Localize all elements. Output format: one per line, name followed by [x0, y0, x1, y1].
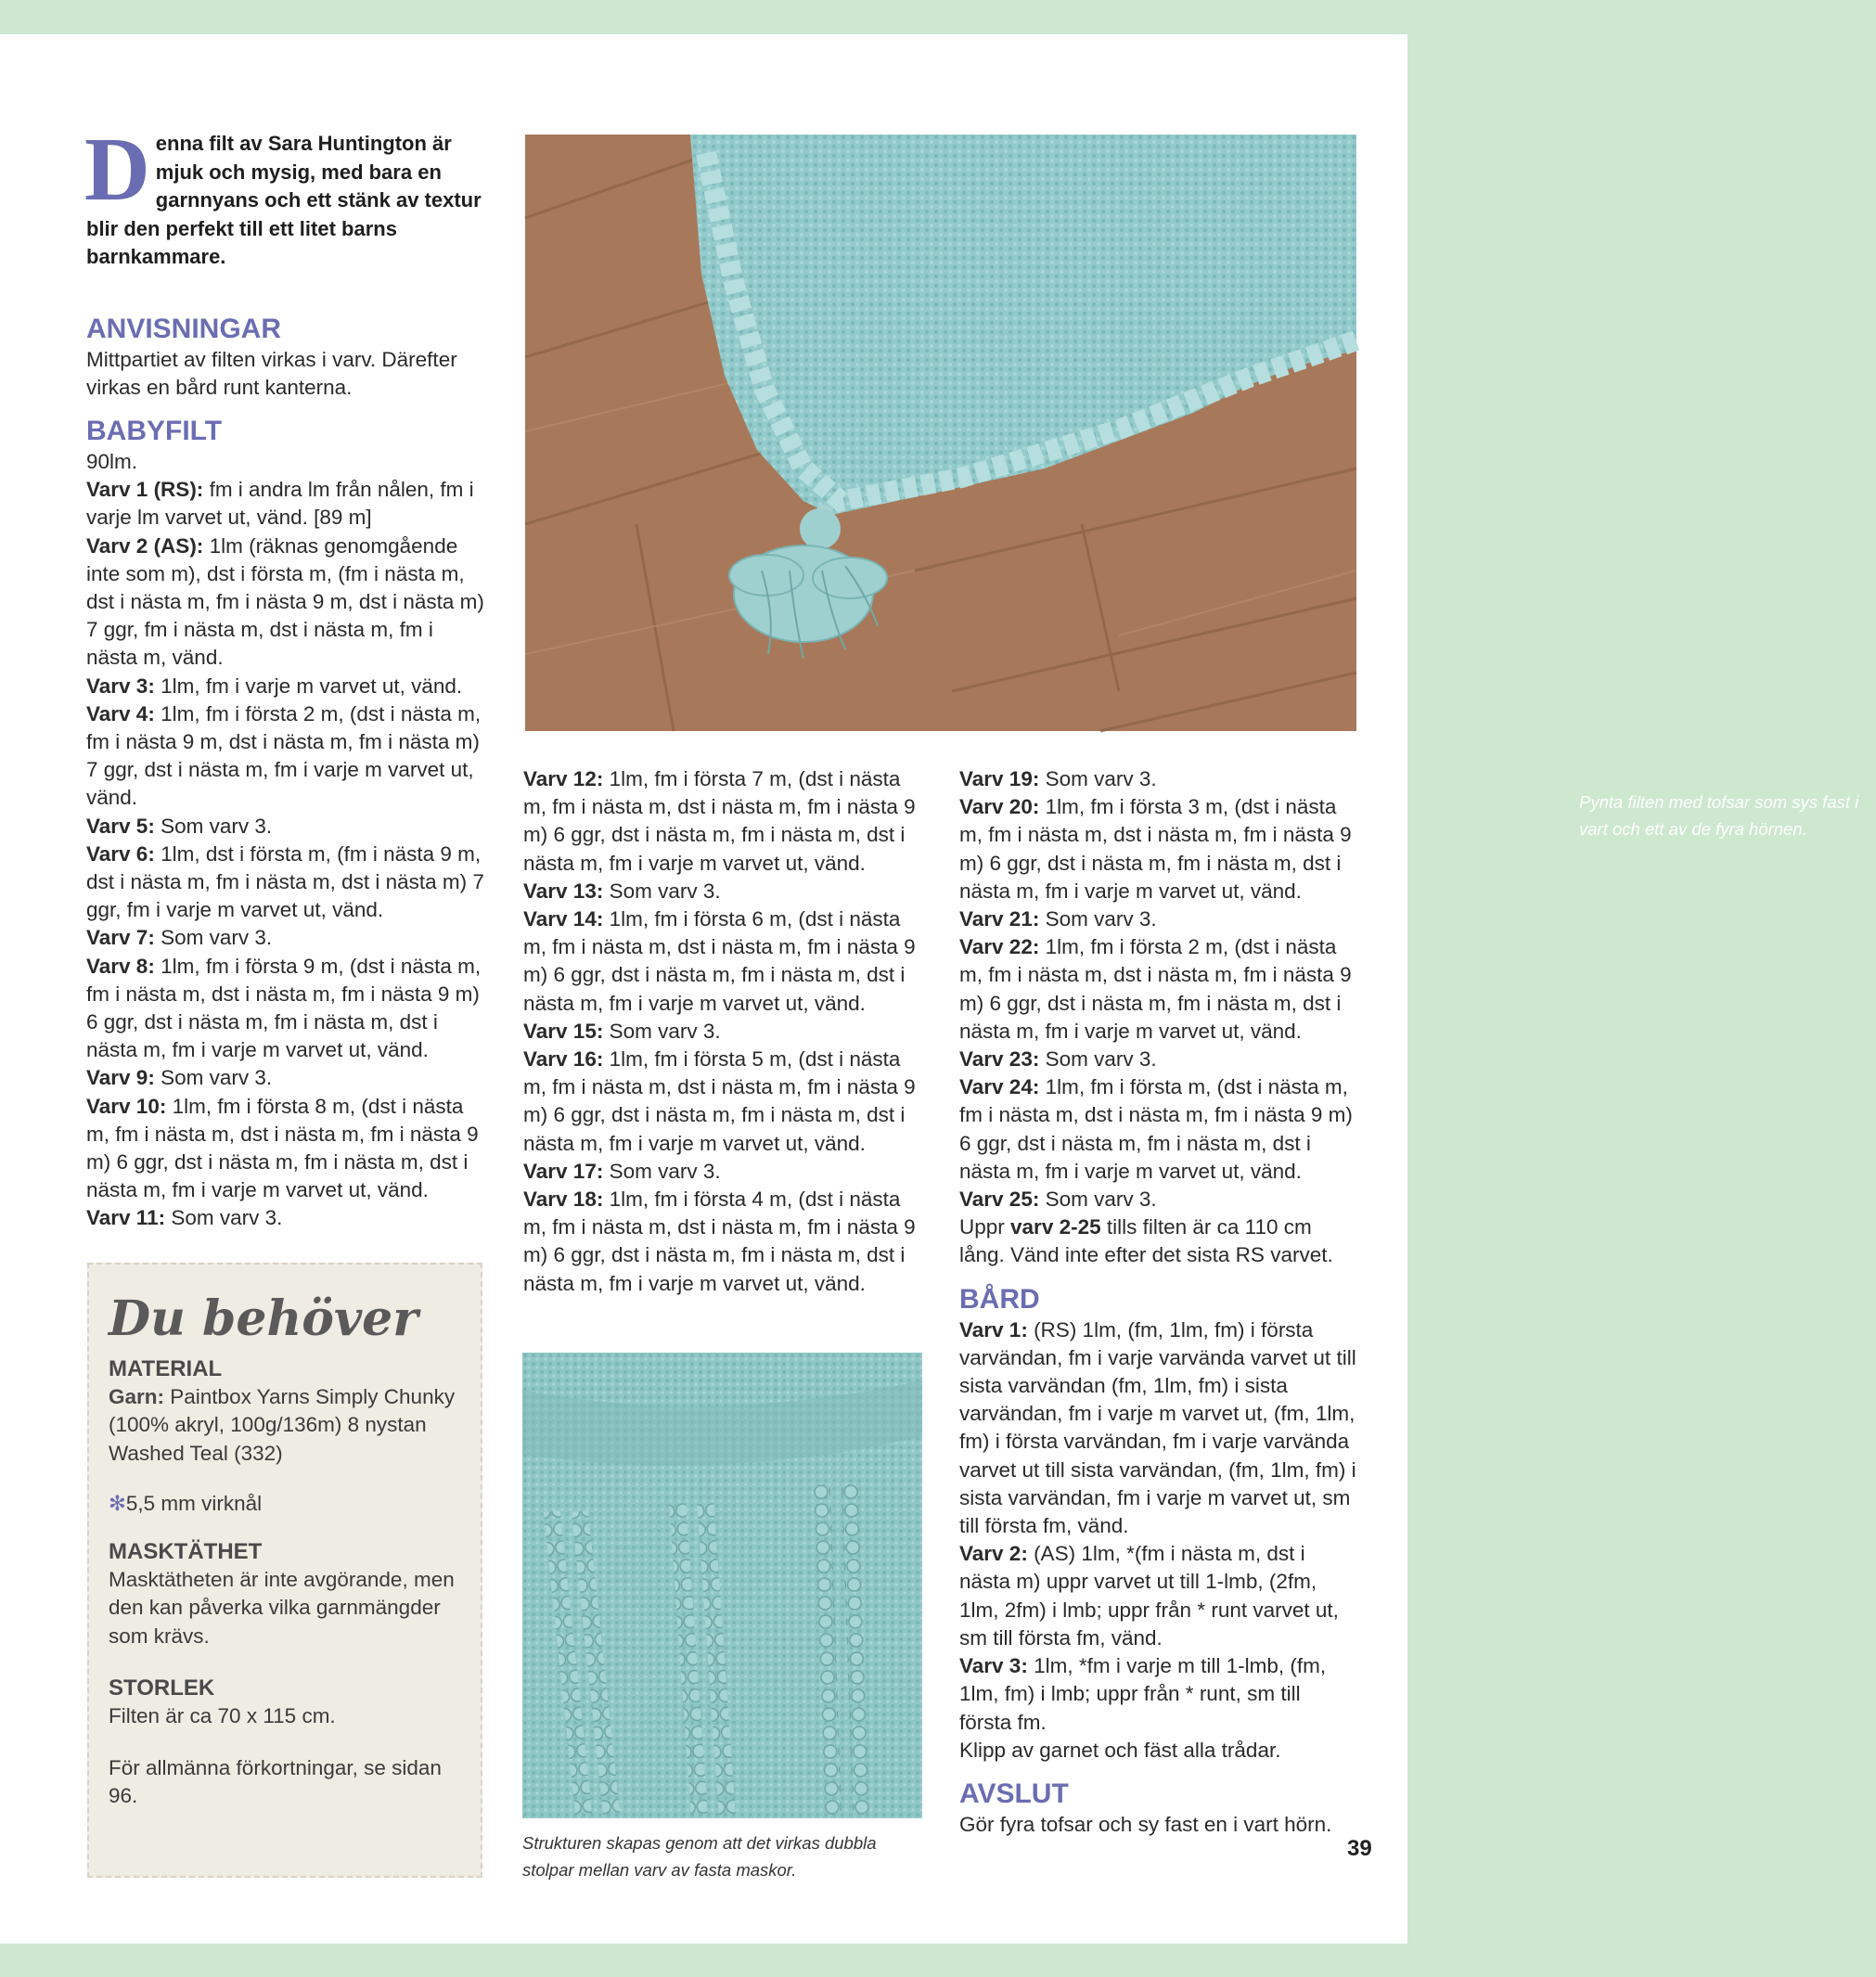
row-instruction: Varv 15: Som varv 3. — [523, 1019, 721, 1043]
repeat-instruction: Uppr varv 2-25 tills filten är ca 110 cm lång. Vänd inte efter det sista RS varvet. — [959, 1215, 1333, 1267]
intro-text: enna filt av Sara Huntington är mjuk och mysig, med bara en garnnyans och ett stänk av textur blir den perfekt till ett litet barns barnkammare. — [86, 132, 482, 268]
materials-box — [87, 1263, 482, 1878]
row-instruction: Varv 3: 1lm, *fm i varje m till 1-lmb, (fm, 1lm, fm) i lmb; uppr från * runt, sm till första fm. — [959, 1654, 1327, 1734]
photo1-caption: Pynta filten med tofsar som sys fast i vart och ett av de fyra hörnen. — [1579, 792, 1859, 839]
star-icon: ✻ — [109, 1491, 126, 1515]
abbreviations-note: För allmänna förkortningar, se sidan 96. — [109, 1756, 442, 1808]
column-2 — [523, 765, 922, 1298]
row-instruction: Varv 10: 1lm, fm i första 8 m, (dst i nästa m, fm i nästa m, dst i nästa m, fm i nästa 9 m) 6 ggr, dst i nästa m, fm i nästa m, dst i nästa m, fm i varje m varvet ut, vänd. — [86, 1094, 479, 1202]
row-instruction: Varv 9: Som varv 3. — [86, 1066, 273, 1090]
yarn-info: Garn: Paintbox Yarns Simply Chunky (100% akryl, 100g/136m) 8 nystan Washed Teal (332) — [109, 1385, 456, 1465]
drop-cap: D — [84, 120, 150, 220]
row-instruction: Varv 11: Som varv 3. — [86, 1206, 283, 1230]
row-instruction: Varv 14: 1lm, fm i första 6 m, (dst i nästa m, fm i nästa m, dst i nästa m, fm i nästa 9 m) 6 ggr, dst i nästa m, fm i nästa m, dst i nästa m, fm i varje m varvet ut, vänd. — [523, 907, 916, 1015]
row-instruction: Varv 13: Som varv 3. — [523, 879, 721, 903]
heading-anvisningar: ANVISNINGAR — [86, 313, 282, 344]
row-instruction: Varv 16: 1lm, fm i första 5 m, (dst i nästa m, fm i nästa m, dst i nästa m, fm i nästa 9 m) 6 ggr, dst i nästa m, fm i nästa m, dst i nästa m, fm i varje m varvet ut, vänd. — [523, 1047, 916, 1155]
row-instruction: Varv 8: 1lm, fm i första 9 m, (dst i nästa m, fm i nästa m, dst i nästa m, fm i nästa 9 m) 6 ggr, dst i nästa m, fm i nästa m, dst i nästa m, fm i varje m varvet ut, vänd. — [86, 954, 482, 1062]
row-instruction: Varv 1 (RS): fm i andra lm från nålen, fm i varje lm varvet ut, vänd. [89 m] — [86, 478, 474, 530]
row-instruction: Varv 5: Som varv 3. — [86, 814, 273, 838]
blanket-corner-illustration — [525, 135, 1356, 731]
row-instruction: Varv 24: 1lm, fm i första m, (dst i nästa m, fm i nästa m, dst i nästa m, fm i nästa 9 m) 6 ggr, dst i nästa m, fm i nästa m, dst i nästa m, fm i varje m varvet ut, vänd. — [959, 1075, 1353, 1183]
tension-heading: MASKTÄTHET — [109, 1539, 263, 1565]
anvisningar-text: Mittpartiet av filten virkas i varv. Därefter virkas en bård runt kanterna. — [86, 347, 457, 399]
row-instruction: Varv 12: 1lm, fm i första 7 m, (dst i nästa m, fm i nästa m, dst i nästa m, fm i nästa 9 m) 6 ggr, dst i nästa m, fm i nästa m, dst i nästa m, fm i varje m varvet ut, vänd. — [523, 767, 916, 875]
row-instruction: Varv 25: Som varv 3. — [959, 1187, 1157, 1212]
row-instruction: Varv 18: 1lm, fm i första 4 m, (dst i nästa m, fm i nästa m, dst i nästa m, fm i nästa 9 m) 6 ggr, dst i nästa m, fm i nästa m, dst i nästa m, fm i varje m varvet ut, vänd. — [523, 1187, 916, 1295]
column-3 — [959, 765, 1358, 1839]
heading-bard: BÅRD — [959, 1283, 1040, 1315]
row-instruction: Varv 22: 1lm, fm i första 2 m, (dst i nästa m, fm i nästa m, dst i nästa m, fm i nästa 9 m) 6 ggr, dst i nästa m, fm i nästa m, dst i nästa m, fm i varje m varvet ut, vänd. — [959, 935, 1352, 1043]
row-instruction: Varv 23: Som varv 3. — [959, 1047, 1157, 1072]
size-text: Filten är ca 70 x 115 cm. — [109, 1704, 336, 1728]
heading-avslut: AVSLUT — [959, 1778, 1069, 1809]
material-heading: MATERIAL — [109, 1356, 223, 1381]
bard-end-text: Klipp av garnet och fäst alla trådar. — [959, 1738, 1281, 1762]
row-instruction: Varv 4: 1lm, fm i första 2 m, (dst i nästa m, fm i nästa 9 m, dst i nästa m, fm i nästa m) 7 ggr, dst i nästa m, fm i varje m varvet ut, vänd. — [86, 701, 482, 810]
texture-closeup-illustration — [522, 1353, 922, 1818]
size-heading: STORLEK — [109, 1675, 215, 1701]
row-instruction: Varv 1: (RS) 1lm, (fm, 1lm, fm) i första varvändan, fm i varje varvända varvet ut till sista varvändan (fm, 1lm, fm) i sista varvändan, fm i varje m varvet ut, (fm, 1lm, fm) i första varvändan, fm i varje varvända varvet ut till sista varvändan, (fm, 1lm, fm) i sista varvändan, fm i varje m varvet ut, sm till första fm, vänd. — [959, 1317, 1356, 1538]
row-instruction: Varv 19: Som varv 3. — [959, 767, 1157, 790]
babyfilt-intro: 90lm. — [86, 449, 138, 473]
tension-text: Masktätheten är inte avgörande, men den kan påverka vilka garnmängder som krävs. — [109, 1568, 455, 1648]
row-instruction: Varv 3: 1lm, fm i varje m varvet ut, vänd. — [86, 674, 463, 698]
intro-paragraph — [84, 120, 487, 272]
row-instruction: Varv 6: 1lm, dst i första m, (fm i nästa 9 m, dst i nästa m, fm i nästa m, dst i nästa m) 7 ggr, fm i varje m varvet ut, vänd. — [86, 841, 484, 922]
hook-info: ✻5,5 mm virknål — [109, 1491, 263, 1515]
row-instruction: Varv 21: Som varv 3. — [959, 907, 1157, 931]
texture-closeup-photo — [522, 1353, 922, 1818]
row-instruction: Varv 2: (AS) 1lm, *(fm i nästa m, dst i nästa m) uppr varvet ut till 1-lmb, (2fm, 1lm, 2fm) i lmb; uppr från * runt varvet ut, sm till första fm, vänd. — [959, 1542, 1339, 1650]
avslut-text: Gör fyra tofsar och sy fast en i vart hörn. — [959, 1812, 1332, 1836]
page-number: 39 — [1347, 1836, 1372, 1861]
row-instruction: Varv 2 (AS): 1lm (räknas genomgående inte som m), dst i första m, (fm i nästa m, dst i nästa m, fm i nästa 9 m, dst i nästa m) 7 ggr, fm i nästa m, dst i nästa m, fm i nästa m, vänd. — [86, 533, 484, 670]
heading-babyfilt: BABYFILT — [86, 415, 223, 446]
column-1 — [84, 120, 487, 1233]
row-instruction: Varv 7: Som varv 3. — [86, 926, 273, 950]
photo2-caption: Strukturen skapas genom att det virkas dubbla stolpar mellan varv av fasta maskor. — [522, 1833, 877, 1880]
row-instruction: Varv 20: 1lm, fm i första 3 m, (dst i nästa m, fm i nästa m, dst i nästa m, fm i nästa 9 m) 6 ggr, dst i nästa m, fm i nästa m, dst i nästa m, fm i varje m varvet ut, vänd. — [959, 795, 1352, 903]
row-instruction: Varv 17: Som varv 3. — [523, 1159, 721, 1183]
materials-box-title: Du behöver — [109, 1290, 418, 1347]
